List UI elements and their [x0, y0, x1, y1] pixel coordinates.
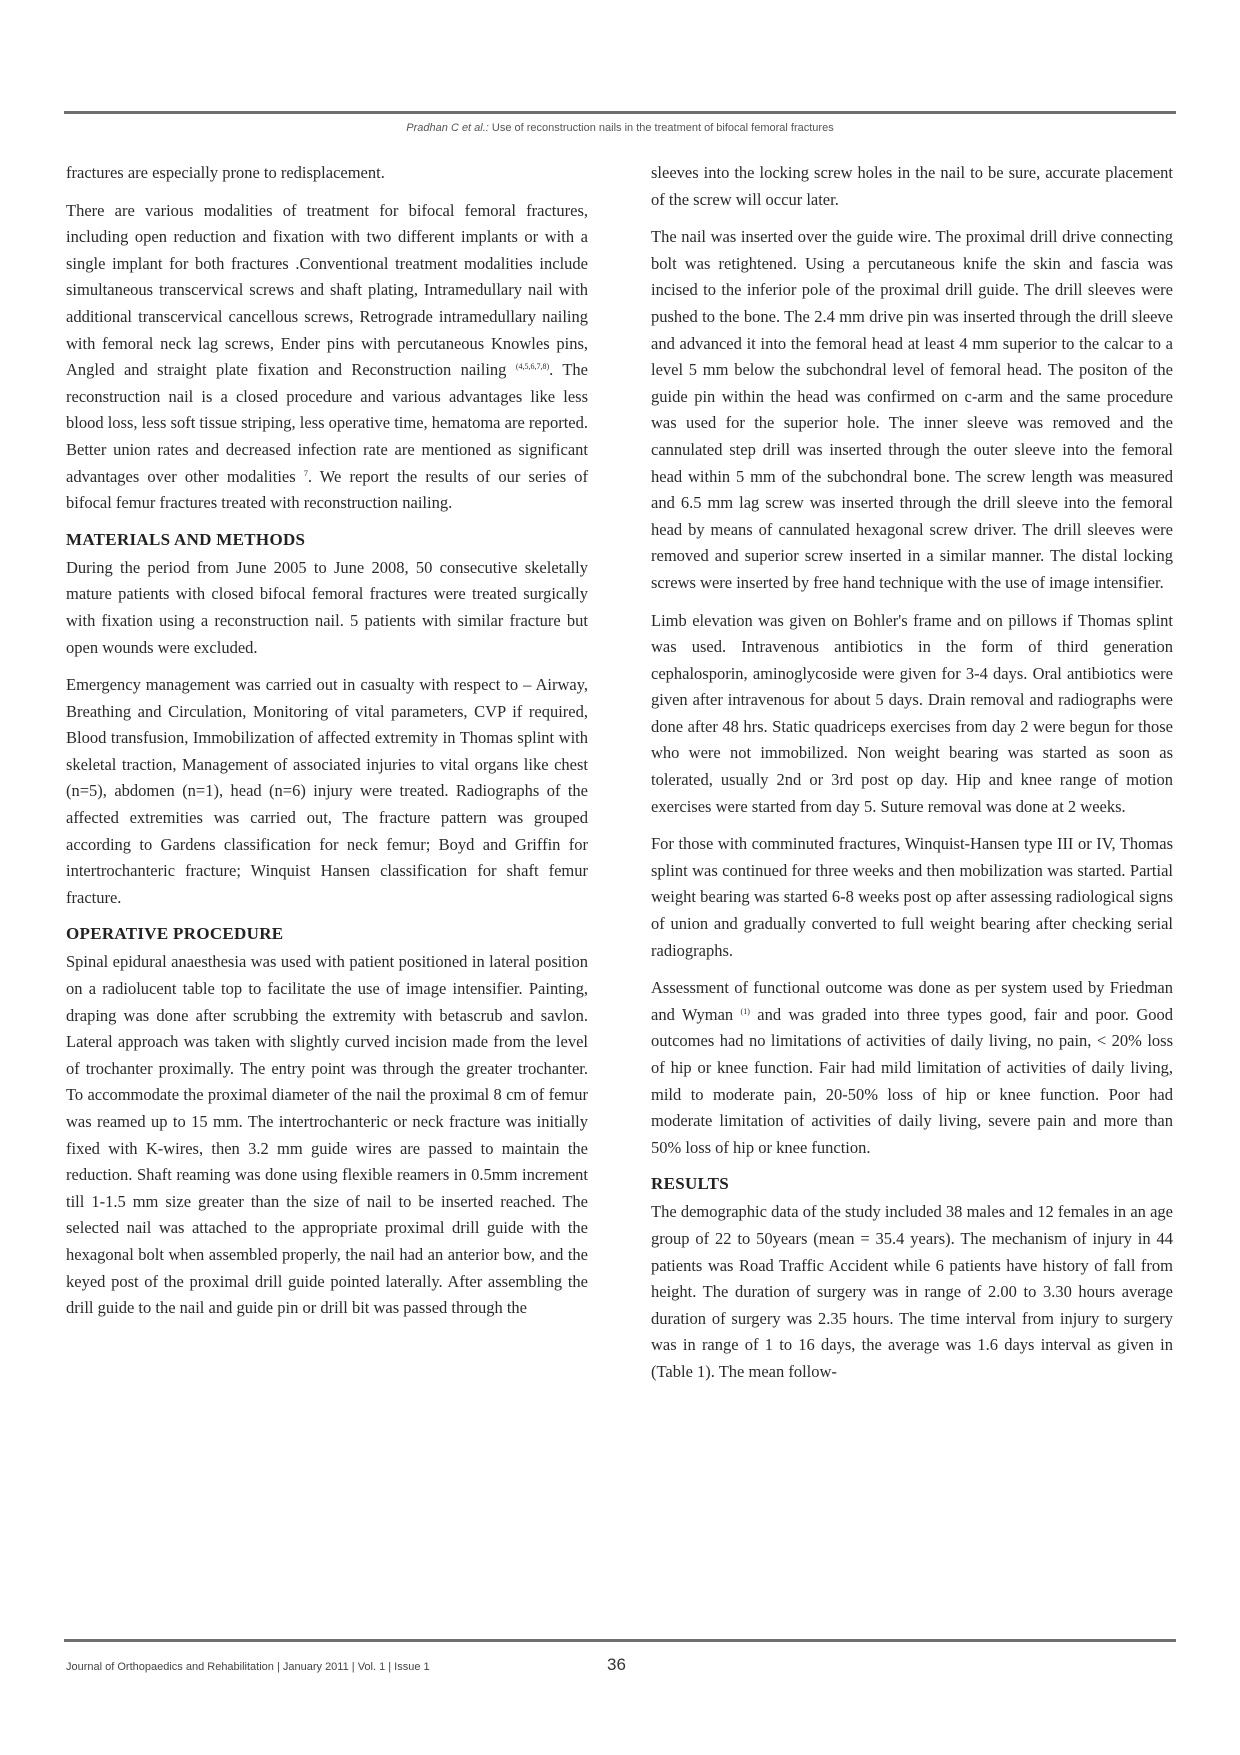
paragraph-postop: Limb elevation was given on Bohler's frame and on pillows if Thomas splint was used. Intravenous antibiotics in the form of third generation cephalosporin, aminoglycoside were given for 3-4 days. Oral antibiotics were given after intravenous for about 5 days. Drain removal and radiographs were done after 48 hrs. Static quadriceps exercises from day 2 were begun for those who were not immobilized. Non weight bearing was started as soon as tolerated, usually 2nd or 3rd post op day. Hip and knee range of motion exercises were started from day 5. Suture removal was done at 2 weeks.: [651, 610, 1173, 816]
left-column: [66, 160, 588, 1333]
paragraph-assessment: Assessment of functional outcome was done as per system used by Friedman and Wyman $^{(1)}$ and was graded into three types good, fair and poor. Good outcomes had no limitations of activities of daily living, no pain, < 20% loss of hip or knee function. Fair had mild limitation of activities of daily living, mild to moderate pain, 20-50% loss of hip or knee function. Poor had moderate limitation of activities of daily living, severe pain and more than 50% loss of hip or knee function.: [651, 978, 1173, 1157]
section-heading-methods: MATERIALS AND METHODS: [66, 529, 306, 549]
citation-ref: (4,5,6,7,8): [515, 362, 550, 372]
paragraph-nail-insertion: The nail was inserted over the guide wire. The proximal drill drive connecting bolt was retightened. Using a percutaneous knife the skin and fascia was incised to the inferior pole of the proximal drill guide. The drill sleeves were pushed to the bone. The 2.4 mm drive pin was inserted through the drill sleeve and advanced it into the femoral head at least 4 mm superior to the calcar to a level 5 mm below the subchondral level of femoral head. The positon of the guide pin within the head was confirmed on c-arm and the same procedure was used for the superior hole. The inner sleeve was removed and the cannulated step drill was inserted through the outer sleeve into the femoral head within 5 mm of the subchondral bone. The screw length was measured and 6.5 mm lag screw was inserted through the drill sleeve into the femoral head by means of cannulated hexagonal screw driver. The drill sleeves were removed and superior screw inserted in a similar manner. The distal locking screws were inserted by free hand technique with the use of image intensifier.: [651, 227, 1173, 592]
section-heading-operative: OPERATIVE PROCEDURE: [66, 924, 284, 944]
running-head-title: Use of reconstruction nails in the treatment of bifocal femoral fractures: [491, 122, 834, 134]
paragraph-sleeves: sleeves into the locking screw holes in the nail to be sure, accurate placement of the screw will occur later.: [651, 163, 1173, 209]
paragraph-comminuted: For those with comminuted fractures, Winquist-Hansen type III or IV, Thomas splint was continued for three weeks and then mobilization was started. Partial weight bearing was started 6-8 weeks post op after assessing radiological signs of union and gradually converted to full weight bearing after checking serial radiographs.: [651, 834, 1173, 960]
running-head: [64, 122, 1176, 134]
header-rule: [64, 111, 1176, 114]
page-number: 36: [607, 1655, 626, 1674]
paragraph-results: The demographic data of the study included 38 males and 12 females in an age group of 22 to 50years (mean = 35.4 years). The mechanism of injury in 44 patients was Road Traffic Accident while 6 patients have history of fall from height. The duration of surgery was in range of 2.00 to 3.30 hours average duration of surgery was 2.35 hours. The time interval from injury to surgery was in range of 1 to 16 days, the average was 1.6 days interval as given in (Table 1). The mean follow-: [651, 1202, 1173, 1381]
paragraph-study-period: During the period from June 2005 to June 2008, 50 consecutive skeletally mature patients with closed bifocal femoral fractures were treated surgically with fixation using a reconstruction nail. 5 patients with similar fracture but open wounds were excluded.: [66, 557, 588, 657]
citation-ref: 7: [303, 468, 308, 478]
running-head-authors: Pradhan C et al.:: [406, 122, 489, 134]
section-heading-results: RESULTS: [651, 1174, 730, 1194]
paragraph-continuation: fractures are especially prone to redisplacement.: [66, 163, 385, 182]
footer-rule: [64, 1639, 1176, 1642]
footer-journal: Journal of Orthopaedics and Rehabilitation | January 2011 | Vol. 1 | Issue 1: [66, 1661, 430, 1673]
right-column: [651, 160, 1173, 1397]
citation-ref: (1): [740, 1006, 750, 1016]
paragraph-operative: Spinal epidural anaesthesia was used with patient positioned in lateral position on a radiolucent table top to facilitate the use of image intensifier. Painting, draping was done after scrubbing the extremity with betascrub and savlon. Lateral approach was taken with slightly curved incision made from the level of trochanter proximally. The entry point was through the greater trochanter. To accommodate the proximal diameter of the nail the proximal 8 cm of femur was reamed up to 15 mm. The intertrochanteric or neck fracture was initially fixed with K-wires, then 3.2 mm guide wires are passed to maintain the reduction. Shaft reaming was done using flexible reamers in 0.5mm increment till 1-1.5 mm size greater than the size of nail to be inserted reached. The selected nail was attached to the appropriate proximal drill guide with the hexagonal bolt when assembled properly, the nail had an anterior bow, and the keyed post of the proximal drill guide pointed laterally. After assembling the drill guide to the nail and guide pin or drill bit was passed through the: [66, 952, 588, 1318]
paragraph-emergency: Emergency management was carried out in casualty with respect to – Airway, Breathing and Circulation, Monitoring of vital parameters, CVP if required, Blood transfusion, Immobilization of affected extremity in Thomas splint with skeletal traction, Management of associated injuries to vital organs like chest (n=5), abdomen (n=1), head (n=6) injury were treated. Radiographs of the affected extremities was carried out, The fracture pattern was grouped according to Gardens classification for neck femur; Boyd and Griffin for intertrochanteric fracture; Winquist Hansen classification for shaft femur fracture.: [66, 675, 588, 907]
paragraph-modalities: There are various modalities of treatment for bifocal femoral fractures, including open reduction and fixation with two different implants or with a single implant for both fractures .Conventional treatment modalities include simultaneous transcervical screws and shaft plating, Intramedullary nail with additional transcervical cancellous screws, Retrograde intramedullary nailing with femoral neck lag screws, Ender pins with percutaneous Knowles pins, Angled and straight plate fixation and Reconstruction nailing $^{(4,5,6,7,8)}$. The reconstruction nail is a closed procedure and various advantages like less blood loss, less soft tissue striping, less operative time, hematoma are reported. Better union rates and decreased infection rate are mentioned as significant advantages over other modalities $^7$. We report the results of our series of bifocal femur fractures treated with reconstruction nailing.: [66, 200, 588, 513]
